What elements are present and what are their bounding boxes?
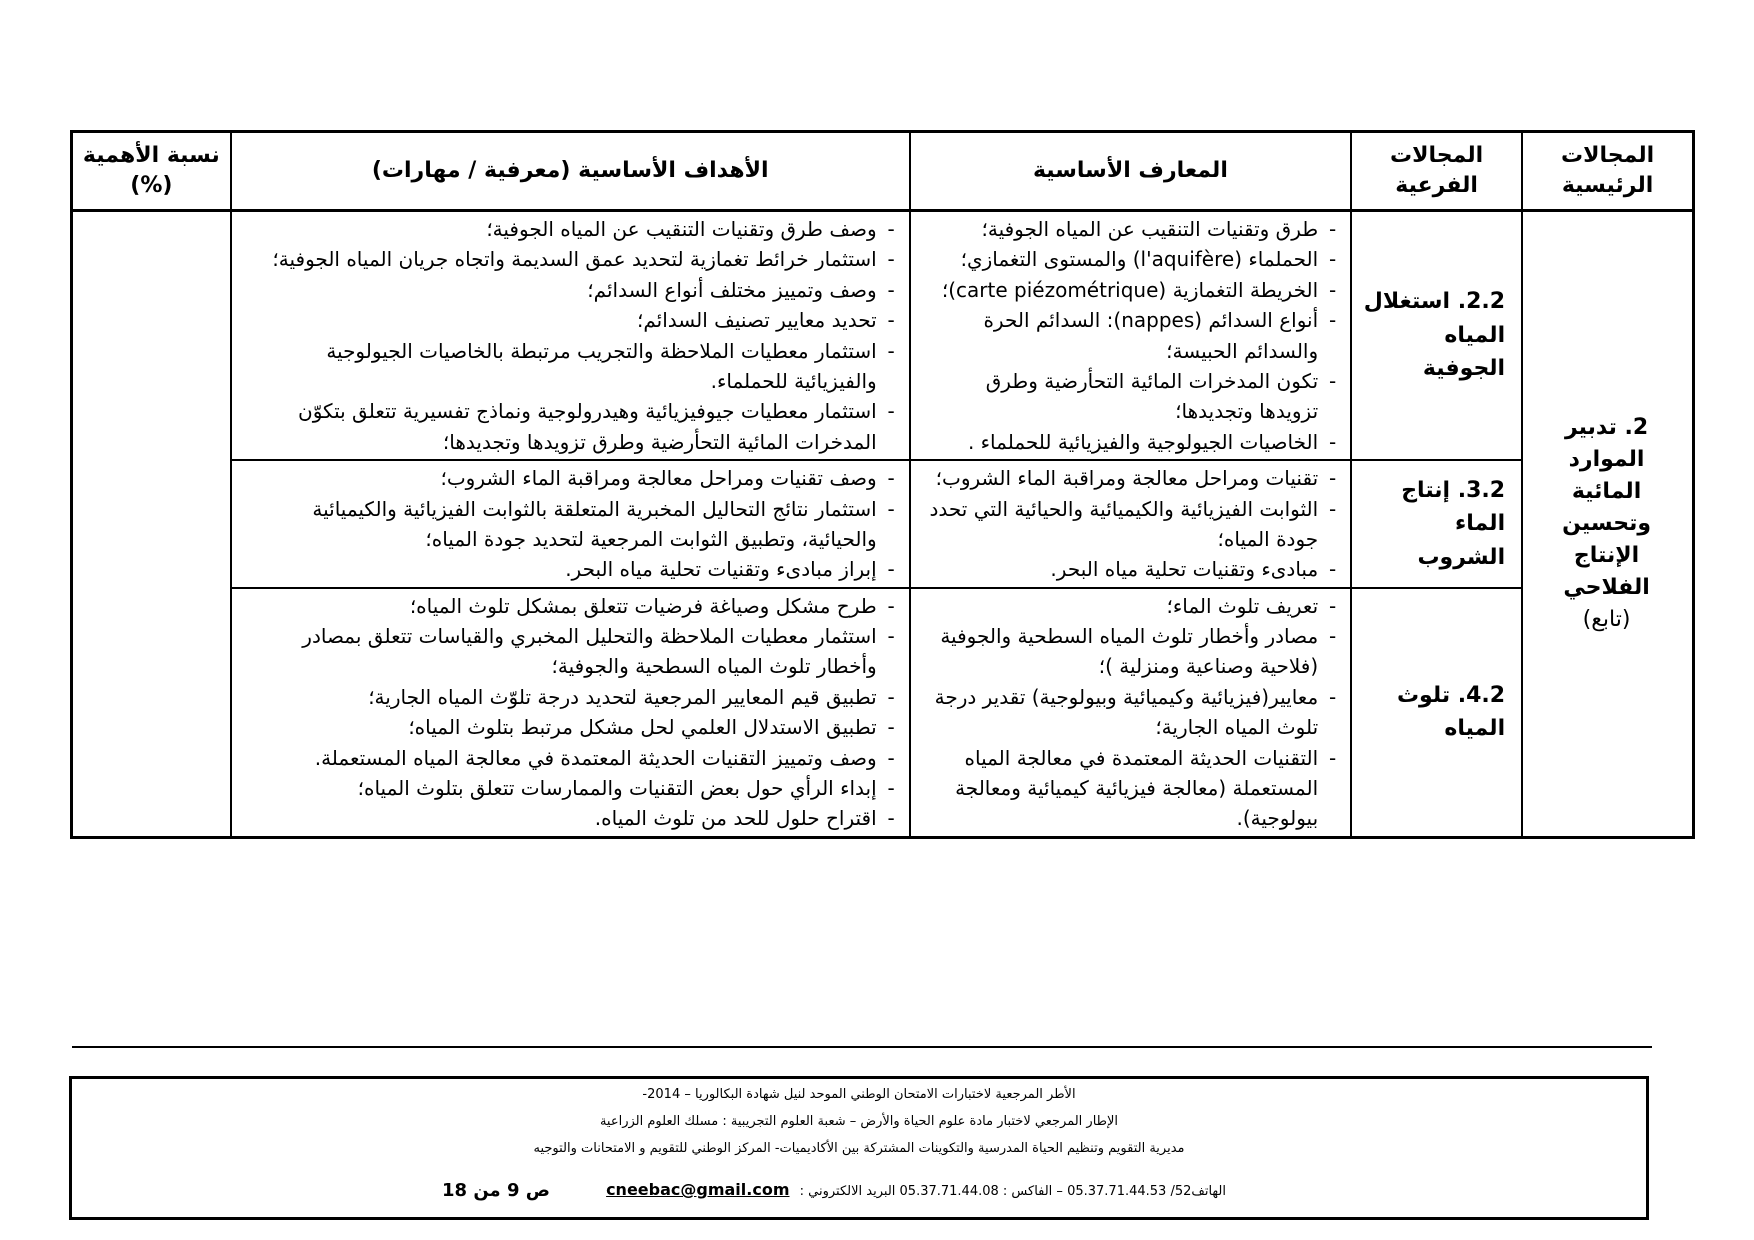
list-item: - استثمار خرائط تغمازية لتحديد عمق السديمة واتجاه جريان المياه الجوفية؛	[242, 244, 897, 274]
knowledge-cell	[910, 588, 1351, 838]
sub-domain-cell: 4.2. تلوث المياه	[1351, 588, 1522, 838]
table-row	[72, 211, 1694, 461]
knowledge-cell	[910, 460, 1351, 588]
list-item: - أنواع السدائم (nappes): السدائم الحرة والسدائم الحبيسة؛	[921, 305, 1338, 366]
list-item: - استثمار معطيات الملاحظة والتجريب مرتبطة بالخاصيات الجيولوجية والفيزيائية للحملماء.	[242, 336, 897, 397]
list-item: - مصادر وأخطار تلوث المياه السطحية والجوفية (فلاحية وصناعية ومنزلية )؛	[921, 621, 1338, 682]
main-domain-cell	[1522, 211, 1693, 838]
list-item: - الحملماء (l'aquifère) والمستوى التغمازي؛	[921, 244, 1338, 274]
footer-line-framework: الإطار المرجعي لاختبار مادة علوم الحياة والأرض – شعبة العلوم التجريبية : مسلك العلوم الزراعية	[599, 1114, 1119, 1130]
page-footer	[69, 1076, 1649, 1220]
list-item: - تحديد معايير تصنيف السدائم؛	[242, 305, 897, 335]
footer-divider	[72, 1046, 1652, 1048]
footer-line-title: الأطر المرجعية لاختبارات الامتحان الوطني الموحد لنيل شهادة البكالوريا – 2014-	[642, 1087, 1076, 1102]
list-item: - إبراز مبادىء وتقنيات تحلية مياه البحر.	[242, 554, 897, 584]
objectives-cell	[231, 211, 910, 461]
list-item: - استثمار معطيات الملاحظة والتحليل المخبري والقياسات تتعلق بمصادر وأخطار تلوث المياه السطحية والجوفية؛	[242, 621, 897, 682]
objectives-cell	[231, 460, 910, 588]
footer-contact-text: الهاتف52/ 05.37.71.44.53 – الفاكس : 05.37.71.44.08 البريد الالكتروني :	[799, 1184, 1226, 1200]
table-row	[72, 588, 1694, 838]
sub-domain-cell: 3.2. إنتاج الماء الشروب	[1351, 460, 1522, 588]
table-header-row	[72, 132, 1694, 211]
list-item: - الثوابت الفيزيائية والكيميائية والحيائية التي تحدد جودة المياه؛	[921, 494, 1338, 555]
footer-email-link[interactable]: cneebac@gmail.com	[606, 1180, 790, 1200]
list-item: - وصف وتمييز مختلف أنواع السدائم؛	[242, 275, 897, 305]
list-item: - طرق وتقنيات التنقيب عن المياه الجوفية؛	[921, 214, 1338, 244]
main-domain-title: 2. تدبير الموارد المائية وتحسين الإنتاج الفلاحي	[1562, 415, 1652, 600]
footer-line-directorate: مديرية التقويم وتنظيم الحياة المدرسية والتكوينات المشتركة بين الأكاديميات- المركز الوطني للتقويم و الامتحانات والتوجيه	[533, 1141, 1185, 1157]
list-item: - تكون المدخرات المائية التحأرضية وطرق تزويدها وتجديدها؛	[921, 366, 1338, 427]
list-item: - معايير(فيزيائية وكيميائية وبيولوجية) تقدير درجة تلوث المياه الجارية؛	[921, 682, 1338, 743]
header-main-domains: المجالات الرئيسية	[1522, 132, 1693, 211]
list-item: - مبادىء وتقنيات تحلية مياه البحر.	[921, 554, 1338, 584]
header-weight: نسبة الأهمية (%)	[72, 132, 231, 211]
list-item: - تعريف تلوث الماء؛	[921, 591, 1338, 621]
list-item: - استثمار نتائج التحاليل المخبرية المتعلقة بالثوابت الفيزيائية والكيميائية والحيائية، وتطبيق الثوابت المرجعية لتحديد جودة المياه؛	[242, 494, 897, 555]
list-item: - استثمار معطيات جيوفيزيائية وهيدرولوجية ونماذج تفسيرية تتعلق بتكوّن المدخرات المائية التحأرضية وطرق تزويدها وتجديدها؛	[242, 396, 897, 457]
footer-contact	[600, 1178, 1226, 1203]
list-item: - التقنيات الحديثة المعتمدة في معالجة المياه المستعملة (معالجة فيزيائية كيميائية ومعالجة بيولوجية).	[921, 743, 1338, 834]
list-item: - تقنيات ومراحل معالجة ومراقبة الماء الشروب؛	[921, 463, 1338, 493]
list-item: - طرح مشكل وصياغة فرضيات تتعلق بمشكل تلوث المياه؛	[242, 591, 897, 621]
list-item: - الخاصيات الجيولوجية والفيزيائية للحملماء .	[921, 427, 1338, 457]
list-item: - تطبيق قيم المعايير المرجعية لتحديد درجة تلوّث المياه الجارية؛	[242, 682, 897, 712]
header-sub-domains: المجالات الفرعية	[1351, 132, 1522, 211]
sub-domain-cell: 2.2. استغلال المياه الجوفية	[1351, 211, 1522, 461]
list-item: - اقتراح حلول للحد من تلوث المياه.	[242, 803, 897, 833]
weight-cell	[72, 211, 231, 838]
knowledge-cell	[910, 211, 1351, 461]
table-row	[72, 460, 1694, 588]
header-knowledge: المعارف الأساسية	[910, 132, 1351, 211]
list-item: - تطبيق الاستدلال العلمي لحل مشكل مرتبط بتلوث المياه؛	[242, 712, 897, 742]
main-domain-note: (تابع)	[1582, 606, 1631, 632]
list-item: - الخريطة التغمازية (carte piézométrique)؛	[921, 275, 1338, 305]
list-item: - إبداء الرأي حول بعض التقنيات والممارسات تتعلق بتلوث المياه؛	[242, 773, 897, 803]
list-item: - وصف طرق وتقنيات التنقيب عن المياه الجوفية؛	[242, 214, 897, 244]
list-item: - وصف وتمييز التقنيات الحديثة المعتمدة في معالجة المياه المستعملة.	[242, 743, 897, 773]
reference-table	[70, 130, 1695, 839]
objectives-cell	[231, 588, 910, 838]
list-item: - وصف تقنيات ومراحل معالجة ومراقبة الماء الشروب؛	[242, 463, 897, 493]
header-objectives: الأهداف الأساسية (معرفية / مهارات)	[231, 132, 910, 211]
page-number: ص 9 من 18	[442, 1180, 550, 1202]
